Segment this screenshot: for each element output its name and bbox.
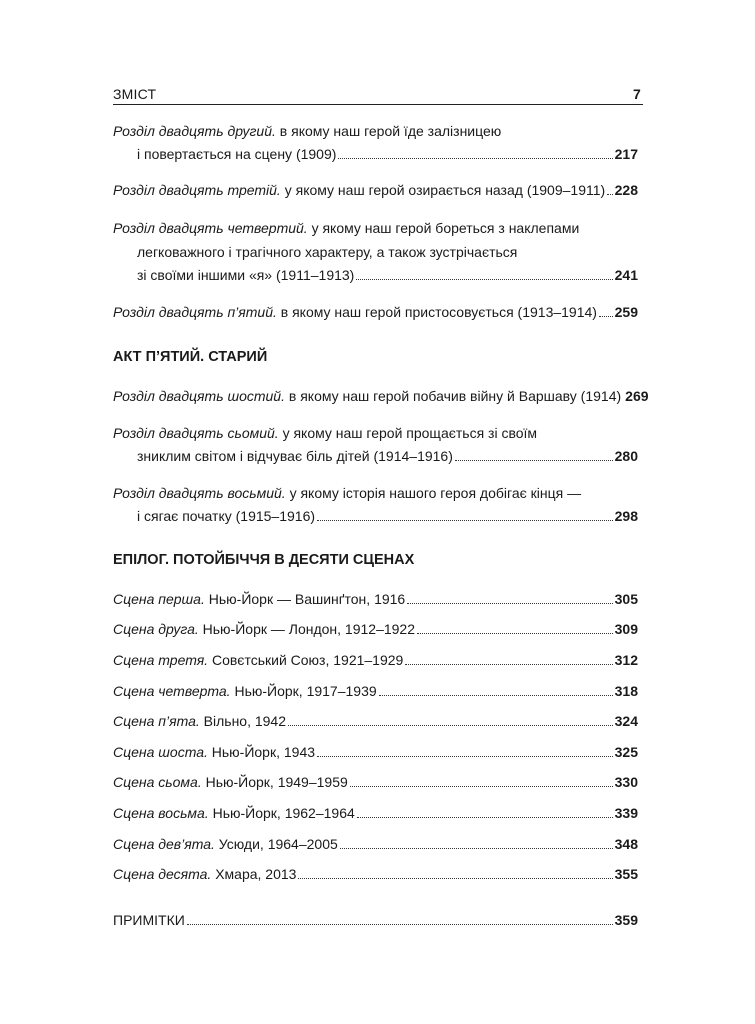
entry-text: у якому наш герой озирається назад (1909–1911) <box>284 182 606 198</box>
entry-label: Розділ двадцять четвертий. <box>113 220 308 236</box>
scene-label: Сцена друга. <box>113 621 199 637</box>
toc-entry-24-line2[interactable] <box>137 242 638 262</box>
entry-text: у якому наш герой прощається зі своїм <box>282 425 538 441</box>
page-number: 298 <box>614 508 638 524</box>
toc-entry-25[interactable] <box>113 302 638 322</box>
leader-dots <box>599 304 613 317</box>
toc-scene-8[interactable] <box>113 803 638 823</box>
entry-text: у якому наш герой бореться з наклепами <box>311 220 580 236</box>
entry-text: в якому наш герой їде залізницею <box>279 123 502 139</box>
leader-dots <box>405 652 612 665</box>
entry-label: Розділ двадцять п’ятий. <box>113 304 277 320</box>
leader-dots <box>417 621 613 634</box>
page-number: 355 <box>614 866 638 882</box>
scene-text: Вільно, 1942 <box>203 713 287 729</box>
page-number: 318 <box>614 683 638 699</box>
leader-dots <box>356 267 612 280</box>
page-number: 309 <box>614 621 638 637</box>
scene-label: Сцена четверта. <box>113 683 231 699</box>
toc-entry-26[interactable] <box>113 386 649 406</box>
scene-text: Нью-Йорк, 1917–1939 <box>234 683 377 699</box>
toc-scene-4[interactable] <box>113 681 638 701</box>
toc-entry-27-line2[interactable] <box>137 446 638 466</box>
section-heading-act-five: АКТ П’ЯТИЙ. СТАРИЙ <box>113 349 268 365</box>
leader-dots <box>288 713 613 726</box>
page-number: 305 <box>614 591 638 607</box>
toc-entry-22-line2[interactable] <box>137 144 638 164</box>
toc-entry-22-line1[interactable] <box>113 121 638 141</box>
toc-entry-27-line1[interactable] <box>113 423 638 443</box>
scene-text: Нью-Йорк — Лондон, 1912–1922 <box>202 621 416 637</box>
page-number: 228 <box>614 182 638 198</box>
page-number: 269 <box>625 388 649 404</box>
page-number: 348 <box>614 836 638 852</box>
scene-label: Сцена перша. <box>113 591 205 607</box>
toc-entry-24-line3[interactable] <box>137 265 638 285</box>
toc-scene-10[interactable] <box>113 864 638 884</box>
scene-text: Нью-Йорк — Вашинґтон, 1916 <box>208 591 406 607</box>
scene-text: Нью-Йорк, 1962–1964 <box>212 805 355 821</box>
toc-entry-28-line2[interactable] <box>137 506 638 526</box>
scene-label: Сцена десята. <box>113 866 212 882</box>
leader-dots <box>455 448 613 461</box>
entry-text: і сягає початку (1915–1916) <box>137 508 316 524</box>
entry-label: Розділ двадцять шостий. <box>113 388 285 404</box>
entry-text: легковажного і трагічного характеру, а також зустрічається <box>137 244 518 260</box>
toc-entry-23[interactable] <box>113 180 638 200</box>
entry-text: зі своїми іншими «я» (1911–1913) <box>137 267 355 283</box>
header-page-number: 7 <box>633 86 641 102</box>
entry-text: в якому наш герой побачив війну й Варшаву (1914) <box>288 388 622 404</box>
notes-label: ПРИМІТКИ <box>113 912 185 928</box>
leader-dots <box>298 866 612 879</box>
leader-dots <box>407 591 612 604</box>
header-title: ЗМІСТ <box>113 86 157 102</box>
toc-notes[interactable] <box>113 910 638 930</box>
scene-text: Усюди, 1964–2005 <box>218 836 338 852</box>
page-number: 330 <box>614 774 638 790</box>
entry-label: Розділ двадцять восьмий. <box>113 485 286 501</box>
page-number: 359 <box>614 912 638 928</box>
scene-text: Хмара, 2013 <box>215 866 297 882</box>
leader-dots <box>350 774 613 787</box>
scene-label: Сцена сьома. <box>113 774 202 790</box>
page-number: 339 <box>614 805 638 821</box>
scene-text: Совєтський Союз, 1921–1929 <box>211 652 404 668</box>
scene-label: Сцена п’ята. <box>113 713 200 729</box>
page-number: 324 <box>614 713 638 729</box>
page-number: 217 <box>614 146 638 162</box>
page-number: 312 <box>614 652 638 668</box>
toc-entry-24-line1[interactable] <box>113 218 638 238</box>
leader-dots <box>607 182 612 195</box>
leader-dots <box>379 683 613 696</box>
scene-label: Сцена шоста. <box>113 744 208 760</box>
toc-scene-2[interactable] <box>113 619 638 639</box>
toc-scene-7[interactable] <box>113 772 638 792</box>
scene-label: Сцена восьма. <box>113 805 209 821</box>
entry-text: в якому наш герой пристосовується (1913–1914) <box>280 304 597 320</box>
entry-text: і повертається на сцену (1909) <box>137 146 337 162</box>
entry-text: у якому історія нашого героя добігає кінця — <box>289 485 582 501</box>
page-number: 259 <box>614 304 638 320</box>
page-number: 241 <box>614 267 638 283</box>
entry-label: Розділ двадцять сьомий. <box>113 425 279 441</box>
toc-scene-3[interactable] <box>113 650 638 670</box>
scene-text: Нью-Йорк, 1949–1959 <box>205 774 348 790</box>
entry-label: Розділ двадцять другий. <box>113 123 276 139</box>
leader-dots <box>340 836 613 849</box>
toc-scene-9[interactable] <box>113 834 638 854</box>
entry-text: зниклим світом і відчуває біль дітей (1914–1916) <box>137 448 453 464</box>
scene-text: Нью-Йорк, 1943 <box>211 744 316 760</box>
running-header <box>113 86 643 105</box>
page-number: 325 <box>614 744 638 760</box>
page-number: 280 <box>614 448 638 464</box>
section-heading-epilogue: ЕПІЛОГ. ПОТОЙБІЧЧЯ В ДЕСЯТИ СЦЕНАХ <box>113 552 415 568</box>
toc-entry-28-line1[interactable] <box>113 483 638 503</box>
toc-scene-1[interactable] <box>113 589 638 609</box>
toc-scene-5[interactable] <box>113 711 638 731</box>
leader-dots <box>357 805 613 818</box>
leader-dots <box>317 744 613 757</box>
toc-scene-6[interactable] <box>113 742 638 762</box>
scene-label: Сцена третя. <box>113 652 209 668</box>
leader-dots <box>317 508 613 521</box>
entry-label: Розділ двадцять третій. <box>113 182 281 198</box>
scene-label: Сцена дев’ята. <box>113 836 215 852</box>
leader-dots <box>338 146 612 159</box>
leader-dots <box>187 912 613 925</box>
